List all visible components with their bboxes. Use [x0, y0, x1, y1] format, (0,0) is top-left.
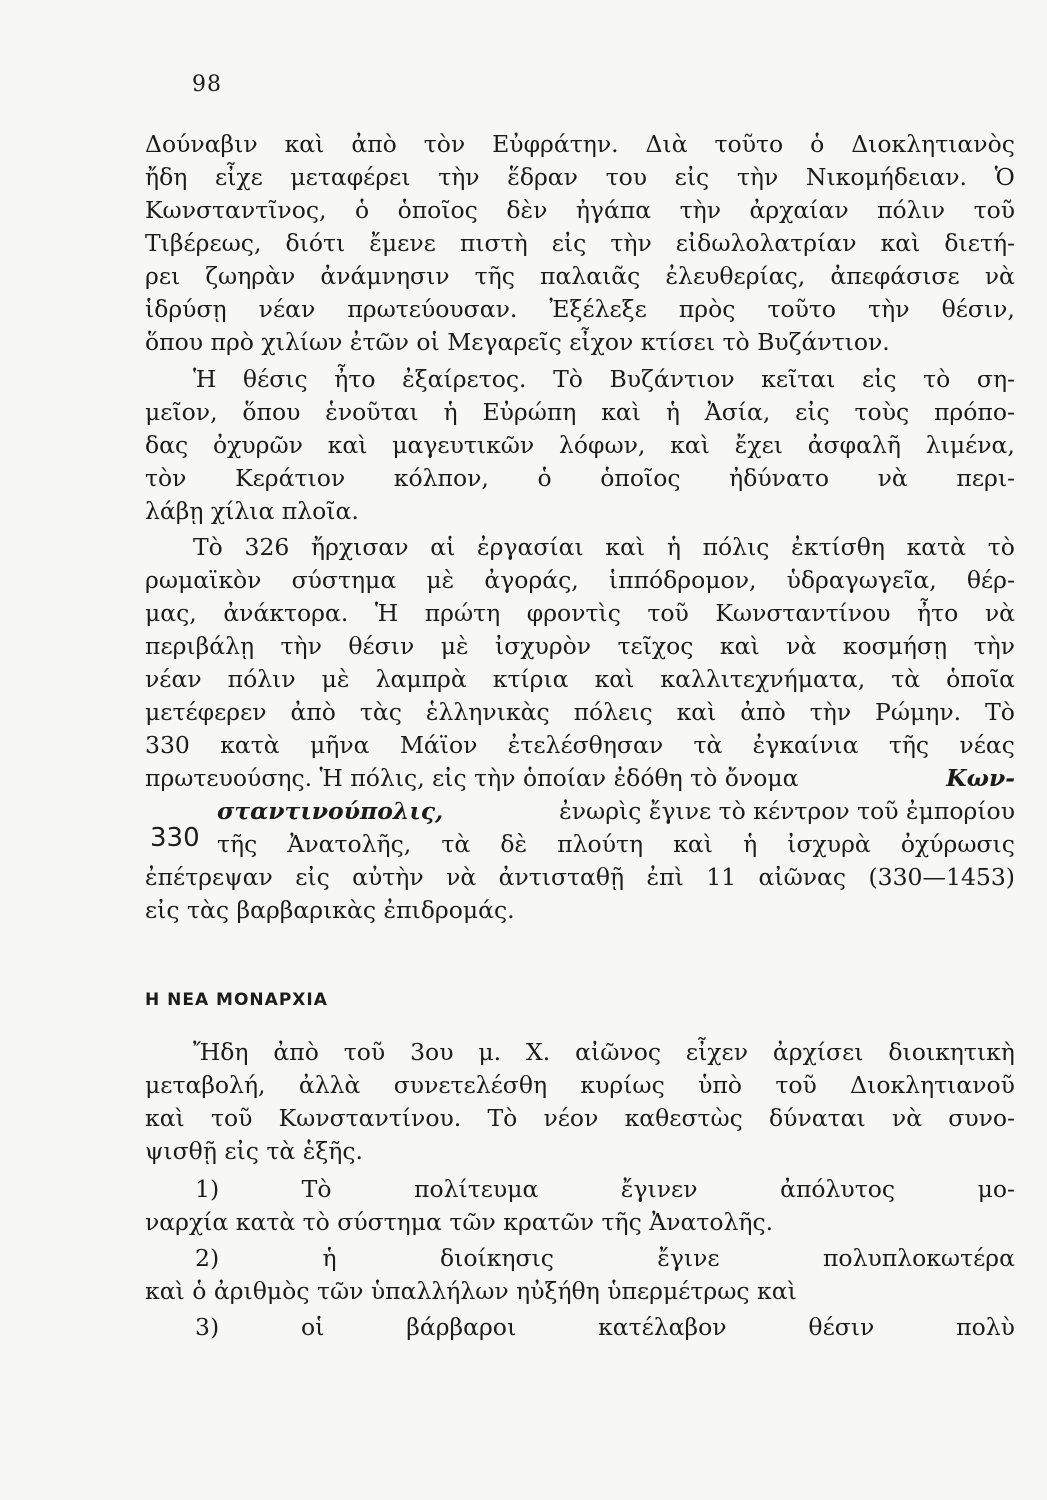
- text-line: τὸν Κεράτιον κόλπον, ὁ ὁποῖος ἠδύνατο νὰ περι-: [145, 464, 1015, 492]
- text-line: Τὸ 326 ἤρχισαν αἱ ἐργασίαι καὶ ἡ πόλις ἐκτίσθη κατὰ τὸ: [193, 533, 1015, 561]
- bold-name: Κων-: [946, 764, 1015, 792]
- margin-year-note: 330: [150, 823, 200, 853]
- text-line: ὅπου πρὸ χιλίων ἐτῶν οἱ Μεγαρεῖς εἶχον κτίσει τὸ Βυζάντιον.: [145, 328, 890, 356]
- text-line: μετέφερεν ἀπὸ τὰς ἑλληνικὰς πόλεις καὶ ἀπὸ τὴν Ρώμην. Τὸ: [145, 698, 1015, 726]
- text-line: τῆς Ἀνατολῆς, τὰ δὲ πλούτη καὶ ἡ ἰσχυρὰ ὀχύρωσις: [217, 830, 1015, 858]
- text-line: ἱδρύσῃ νέαν πρωτεύουσαν. Ἐξέλεξε πρὸς τοῦτο τὴν θέσιν,: [145, 295, 1015, 323]
- list-item: 1) Τὸ πολίτευμα ἔγινεν ἀπόλυτος μο-: [195, 1175, 1015, 1203]
- paragraph-monarchy: [145, 1038, 1015, 1170]
- text-line: Δούναβιν καὶ ἀπὸ τὸν Εὐφράτην. Διὰ τοῦτο ὁ Διοκλητιανὸς: [145, 130, 1015, 158]
- text-line: καὶ τοῦ Κωνσταντίνου. Τὸ νέον καθεστὼς δύναται νὰ συνο-: [145, 1104, 1015, 1132]
- text-line: Τιβέρεως, διότι ἔμενε πιστὴ εἰς τὴν εἰδωλολατρίαν καὶ διετή-: [145, 229, 1015, 257]
- text-line: ἐπέτρεψαν εἰς αὐτὴν νὰ ἀντισταθῇ ἐπὶ 11 αἰῶνας (330—1453): [145, 863, 1015, 891]
- text-line: μεταβολή, ἀλλὰ συνετελέσθη κυρίως ὑπὸ τοῦ Διοκλητιανοῦ: [145, 1071, 1015, 1099]
- text-line: σταντινούπολις, ἐνωρὶς ἔγινε τὸ κέντρον τοῦ ἐμπορίου: [217, 797, 1015, 825]
- text-line: ἤδη εἶχε μεταφέρει τὴν ἕδραν του εἰς τὴν Νικομήδειαν. Ὁ: [145, 163, 1015, 191]
- text-line: Κωνσταντῖνος, ὁ ὁποῖος δὲν ἠγάπα τὴν ἀρχαίαν πόλιν τοῦ: [145, 196, 1015, 224]
- list-item-continuation: ναρχία κατὰ τὸ σύστημα τῶν κρατῶν τῆς Ἀνατολῆς.: [145, 1208, 774, 1236]
- text-line: ψισθῇ εἰς τὰ ἑξῆς.: [145, 1137, 364, 1165]
- section-heading: Η ΝΕΑ ΜΟΝΑΡΧΙΑ: [145, 990, 328, 1010]
- text-line: δας ὀχυρῶν καὶ μαγευτικῶν λόφων, καὶ ἔχει ἀσφαλῆ λιμένα,: [145, 431, 1015, 459]
- text-line: ρωμαϊκὸν σύστημα μὲ ἀγοράς, ἱππόδρομον, ὑδραγωγεῖα, θέρ-: [145, 566, 1015, 594]
- text-line: εἰς τὰς βαρβαρικὰς ἐπιδρομάς.: [145, 896, 515, 924]
- numbered-list: [145, 1175, 1015, 1346]
- text-line: ρει ζωηρὰν ἀνάμνησιν τῆς παλαιᾶς ἐλευθερίας, ἀπεφάσισε νὰ: [145, 262, 1015, 290]
- paragraph-founding: [145, 533, 1015, 929]
- text-line: νέαν πόλιν μὲ λαμπρὰ κτίρια καὶ καλλιτεχνήματα, τὰ ὁποῖα: [145, 665, 1015, 693]
- text-line: Ἤδη ἀπὸ τοῦ 3ου μ. Χ. αἰῶνος εἶχεν ἀρχίσει διοικητικὴ: [193, 1038, 1015, 1066]
- text-line: 330 κατὰ μῆνα Μάϊον ἐτελέσθησαν τὰ ἐγκαίνια τῆς νέας: [145, 731, 1015, 759]
- list-item-continuation: καὶ ὁ ἀριθμὸς τῶν ὑπαλλήλων ηὐξήθη ὑπερμέτρως καὶ: [145, 1277, 797, 1305]
- page-number: 98: [192, 72, 222, 97]
- bold-name: σταντινούπολις,: [217, 797, 444, 825]
- text-line: πρωτευούσης. Ἡ πόλις, εἰς τὴν ὁποίαν ἐδόθη τὸ ὄνομα Κων-: [145, 764, 1015, 792]
- text-line: Ἡ θέσις ἦτο ἐξαίρετος. Τὸ Βυζάντιον κεῖται εἰς τὸ ση-: [193, 365, 1015, 393]
- text-line: λάβῃ χίλια πλοῖα.: [145, 497, 359, 525]
- paragraph-site: [145, 365, 1015, 530]
- text-line: μεῖον, ὅπου ἑνοῦται ἡ Εὐρώπη καὶ ἡ Ἀσία, εἰς τοὺς πρόπο-: [145, 398, 1015, 426]
- list-item: 2) ἡ διοίκησις ἔγινε πολυπλοκωτέρα: [195, 1244, 1015, 1272]
- list-item: 3) οἱ βάρβαροι κατέλαβον θέσιν πολὺ: [195, 1313, 1015, 1341]
- text-line: περιβάλῃ τὴν θέσιν μὲ ἰσχυρὸν τεῖχος καὶ νὰ κοσμήσῃ τὴν: [145, 632, 1015, 660]
- text-line: μας, ἀνάκτορα. Ἡ πρώτη φροντὶς τοῦ Κωνσταντίνου ἦτο νὰ: [145, 599, 1015, 627]
- paragraph-capital: [145, 130, 1015, 361]
